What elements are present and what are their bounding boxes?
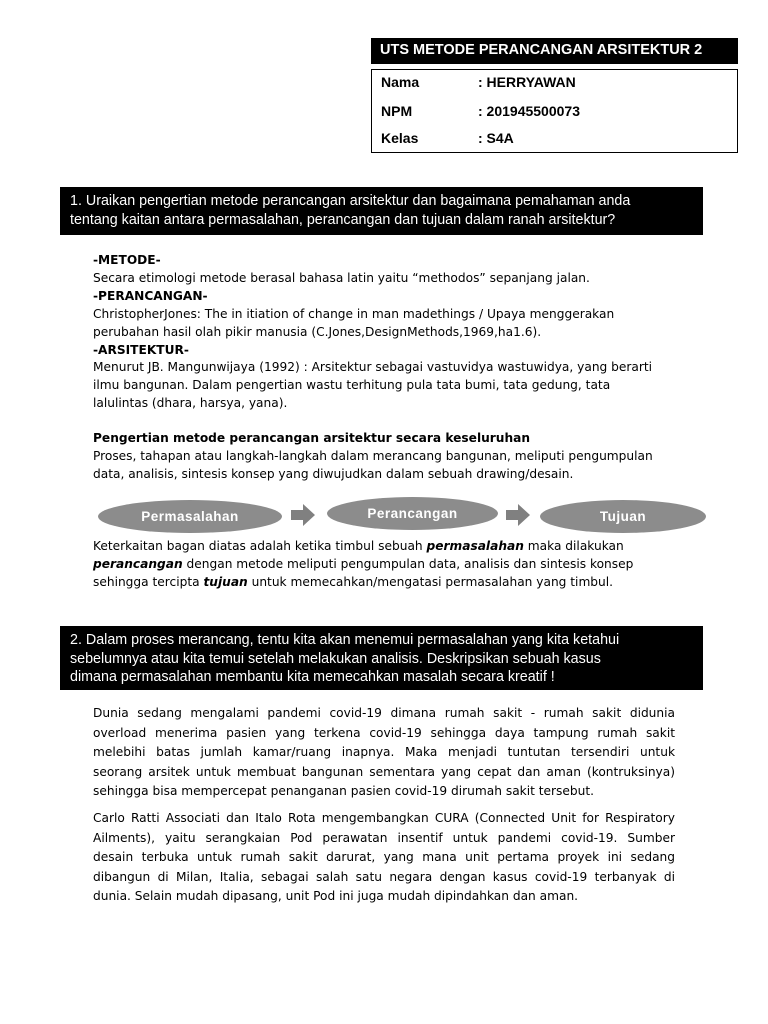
arsitektur-text: lalulintas (dhara, harsya, yana). — [93, 396, 288, 411]
flow-diagram — [98, 497, 706, 533]
perancangan-text: perubahan hasil olah pikir manusia (C.Jones,DesignMethods,1969,ha1.6). — [93, 324, 542, 339]
question-line: 2. Dalam proses merancang, tentu kita akan menemui permasalahan yang kita ketahui — [70, 632, 620, 648]
metode-heading: -METODE- — [93, 253, 161, 267]
paragraph-line: overload menerima pasien yang terkena covid-19 sehingga daya tampung rumah sakit — [93, 725, 675, 740]
arrow-right-icon — [291, 504, 315, 526]
paragraph-line: seorang arsitek untuk membuat bangunan sementara yang cepat dan aman (kontruksinya) — [93, 764, 675, 779]
stage-perancangan: Perancangan — [327, 497, 498, 530]
relation-line: sehingga tercipta tujuan untuk memecahkan/mengatasi permasalahan yang timbul. — [93, 574, 614, 589]
info-label: Kelas — [381, 130, 419, 146]
answer-1-definitions — [93, 252, 675, 413]
summary-heading: Pengertian metode perancangan arsitektur secara keseluruhan — [93, 431, 531, 445]
arsitektur-text: ilmu bangunan. Dalam pengertian wastu terhitung pula tata bumi, tata gedung, tata — [93, 378, 611, 393]
info-label: NPM — [381, 103, 413, 119]
info-value: : S4A — [478, 130, 514, 146]
paragraph-line: sehingga bisa mempercepat penanganan pasien covid-19 dirumah sakit tersebut. — [93, 784, 595, 798]
answer-2-paragraph-2 — [93, 809, 675, 907]
paragraph-line: dibangun di Milan, Italia, sebagai salah satu negara dengan kasus covid-19 terbanyak di — [93, 869, 675, 884]
question-line: sebelumnya atau kita temui setelah melakukan analisis. Deskripsikan sebuah kasus — [70, 650, 601, 667]
question-2-box — [60, 626, 703, 690]
summary-text: Proses, tahapan atau langkah-langkah dalam merancang bangunan, meliputi pengumpulan — [93, 448, 653, 463]
stage-permasalahan: Permasalahan — [98, 500, 282, 533]
metode-text: Secara etimologi metode berasal bahasa latin yaitu “methodos” sepanjang jalan. — [93, 270, 590, 285]
paragraph-line: Carlo Ratti Associati dan Italo Rota mengembangkan CURA (Connected Unit for Respiratory — [93, 811, 675, 825]
info-value: : 201945500073 — [478, 103, 580, 119]
answer-1-summary — [93, 430, 675, 484]
relation-paragraph — [93, 538, 675, 592]
perancangan-text: ChristopherJones: The in itiation of change in man madethings / Upaya menggerakan — [93, 306, 615, 321]
perancangan-heading: -PERANCANGAN- — [93, 288, 208, 303]
answer-2-paragraph-1 — [93, 704, 675, 802]
paragraph-line: Dunia sedang mengalami pandemi covid-19 dimana rumah sakit - rumah sakit didunia — [93, 706, 675, 720]
emphasis-permasalahan: permasalahan — [426, 539, 524, 553]
info-label: Nama — [381, 74, 420, 90]
paragraph-line: melebihi batas jumlah kamar/ruang inapnya. Maka menjadi tuntutan tersendiri untuk — [93, 745, 675, 759]
student-info-box — [371, 69, 738, 153]
stage-tujuan: Tujuan — [540, 500, 706, 533]
arsitektur-heading: -ARSITEKTUR- — [93, 342, 189, 357]
summary-text: data, analisis, sintesis konsep yang diwujudkan dalam sebuah drawing/desain. — [93, 466, 574, 481]
arrow-right-icon — [506, 504, 530, 526]
question-line: 1. Uraikan pengertian metode perancangan arsitektur dan bagaimana pemahaman anda — [70, 193, 631, 209]
document-title: UTS METODE PERANCANGAN ARSITEKTUR 2 — [371, 38, 738, 64]
relation-line: perancangan dengan metode meliputi pengumpulan data, analisis dan sintesis konsep — [93, 556, 634, 571]
info-value: : HERRYAWAN — [478, 74, 576, 90]
arsitektur-text: Menurut JB. Mangunwijaya (1992) : Arsitektur sebagai vastuvidya wastuwidya, yang berarti — [93, 360, 653, 375]
question-1-box — [60, 187, 703, 235]
paragraph-line: dunia. Selain mudah dipasang, unit Pod ini juga mudah dipindahkan dan aman. — [93, 889, 579, 903]
question-line: dimana permasalahan membantu kita memecahkan masalah secara kreatif ! — [70, 669, 555, 685]
paragraph-line: desain terbuka untuk rumah sakit darurat, yang mana unit pertama proyek ini sedang — [93, 850, 675, 864]
emphasis-tujuan: tujuan — [203, 574, 248, 589]
paragraph-line: Ailments), yaitu serangkaian Pod perawatan insentif untuk pandemi covid-19. Sumber — [93, 830, 675, 845]
relation-line: Keterkaitan bagan diatas adalah ketika timbul sebuah permasalahan maka dilakukan — [93, 539, 624, 553]
emphasis-perancangan: perancangan — [93, 556, 183, 571]
question-line: tentang kaitan antara permasalahan, perancangan dan tujuan dalam ranah arsitektur? — [70, 211, 616, 228]
